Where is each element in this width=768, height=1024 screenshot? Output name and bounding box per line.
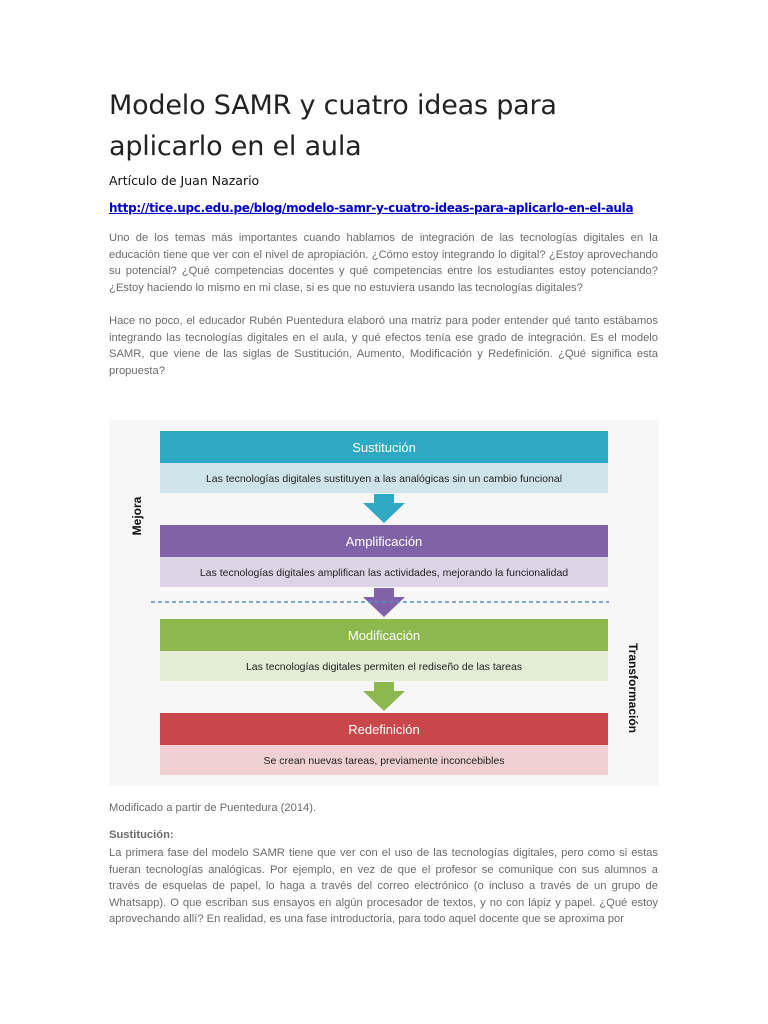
label-transformacion: Transformación (626, 642, 640, 734)
label-mejora: Mejora (130, 496, 144, 536)
samr-diagram (109, 420, 659, 786)
paragraph-puentedura: Hace no poco, el educador Rubén Puentedura elaboró una matriz para poder entender qué tanto estábamos integrando las tecnologías digitales en el aula, y qué efectos tenía ese grado de integración. Es el modelo SAMR, que viene de las siglas de Sustitución, Aumento, Modificación y Redefinición. ¿Qué significa esta propuesta? (109, 315, 658, 377)
diagram-caption: Modificado a partir de Puentedura (2014). (109, 802, 317, 814)
level-description-1: Las tecnologías digitales sustituyen a las analógicas sin un cambio funcional (205, 473, 563, 485)
article-link[interactable]: http://tice.upc.edu.pe/blog/modelo-samr-y-cuatro-ideas-para-aplicarlo-en-el-aula (109, 201, 634, 215)
article-title: Modelo SAMR y cuatro ideas para aplicarlo en el aula (109, 90, 557, 162)
level-name-1: Sustitución (352, 440, 416, 455)
subheading-sustitucion: Sustitución: (109, 829, 174, 841)
level-name-2: Amplificación (345, 534, 423, 549)
level-name-4: Redefinición (348, 722, 420, 737)
level-description-2: Las tecnologías digitales amplifican las actividades, mejorando la funcionalidad (199, 567, 569, 579)
level-description-3: Las tecnologías digitales permiten el rediseño de las tareas (245, 661, 523, 673)
article-author: Artículo de Juan Nazario (109, 173, 260, 188)
level-name-3: Modificación (347, 628, 421, 643)
level-description-4: Se crean nuevas tareas, previamente inconcebibles (263, 755, 505, 767)
paragraph-intro: Uno de los temas más importantes cuando hablamos de integración de las tecnologías digitales en la educación tiene que ver con el nivel de apropiación. ¿Cómo estoy integrando lo digital? ¿Estoy aprovechando su potencial? ¿Qué competencias docentes y qué competencias entre los estudiantes estoy potenciando? ¿Estoy haciendo lo mismo en mi clase, si es que no estuviera usando las tecnologías digitales? (109, 232, 658, 294)
paragraph-sustitucion: La primera fase del modelo SAMR tiene que ver con el uso de las tecnologías digitales, pero como si estas fueran tecnologías analógicas. Por ejemplo, en vez de que el profesor se comunique con sus alumnos a través de esquelas de papel, lo haga a través del correo electrónico (o incluso a través de un grupo de Whatsapp). O que escriban sus ensayos en algún procesador de textos, y no con lápiz y papel. ¿Qué estoy aprovechando allí? En realidad, es una fase introductoria, para todo aquel docente que se aproxima por (109, 847, 658, 926)
